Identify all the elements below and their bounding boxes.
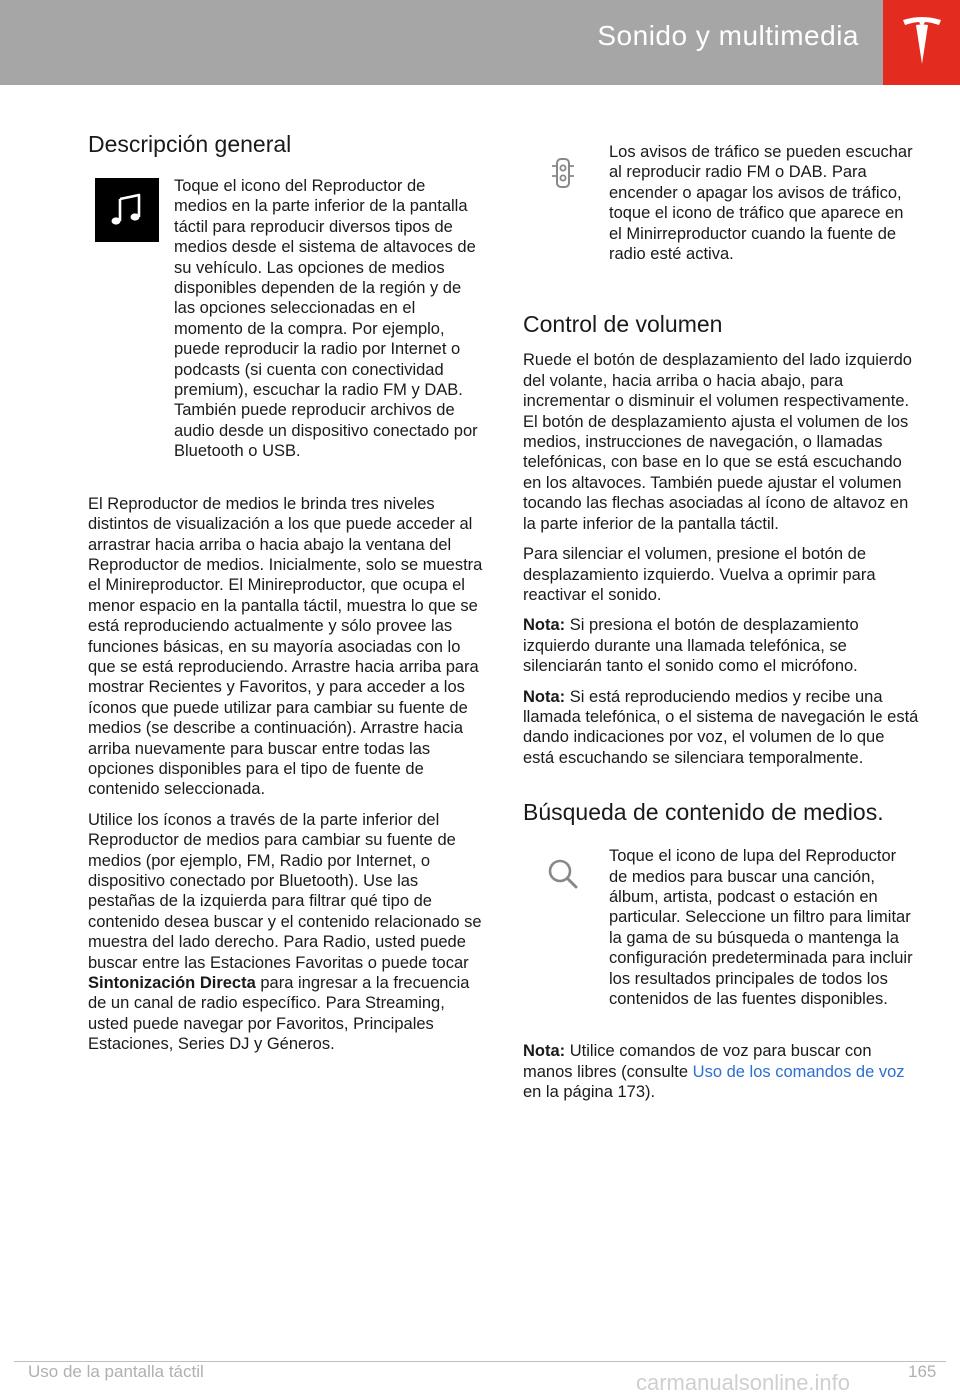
logo-box	[883, 0, 960, 85]
heading-volume-control: Control de volumen	[523, 311, 723, 338]
tesla-logo-icon	[901, 16, 943, 68]
search-description: Toque el icono de lupa del Reproductor de medios para buscar una canción, álbum, artista, podcast o estación en particular. Seleccione un filtro para limitar la gama de su búsqueda o mantenga la configuración predeterminada para incluir los resultados principales de todos los contenidos de las fuentes disponibles.	[609, 847, 913, 1008]
magnifier-icon	[545, 856, 581, 892]
note-text: Si está reproduciendo medios y recibe una llamada telefónica, o el sistema de navegación le está dando indicaciones por voz, el volumen de lo que está escuchando se silenciara temporalmente.	[523, 687, 919, 767]
note-voice-commands	[523, 1041, 919, 1102]
music-note-icon	[95, 178, 159, 242]
traffic-icon-row	[523, 142, 919, 274]
icon-cell	[523, 142, 609, 197]
paragraph-text: Utilice los íconos a través de la parte inferior del Reproductor de medios para cambiar su fuente de medios (por ejemplo, FM, Radio por Internet, o dispositivo conectado por Bluetooth). Use las pestañas de la izquierda para filtrar qué tipo de contenido desea buscar y el contenido relacionado se muestra del lado derecho. Para Radio, usted puede buscar entre las Estaciones Favoritas o puede tocar	[88, 810, 482, 972]
left-column	[88, 130, 483, 1065]
paragraph-text: para ingresar a la frecuencia de un canal de radio específico. Para Streaming, usted puede navegar por Favoritos, Principales Estaciones, Series DJ y Géneros.	[88, 974, 470, 1054]
icon-cell	[523, 846, 609, 897]
watermark: carmanualsonline.info	[636, 1370, 851, 1395]
right-column	[523, 142, 919, 1113]
note-label: Nota:	[523, 687, 566, 706]
media-player-description: Toque el icono del Reproductor de medios en la parte inferior de la pantalla táctil para reproducir diversos tipos de medios desde el sistema de altavoces de su vehículo. Las opciones de medios disponibles dependen de la región y de las opciones seleccionadas en el momento de la compra. Por ejemplo, puede reproducir la radio por Internet o podcasts (si cuenta con conectividad premium), escuchar la radio FM y DAB. También puede reproducir archivos de audio desde un dispositivo conectado por Bluetooth o USB.	[174, 177, 478, 461]
volume-paragraph-1: Ruede el botón de desplazamiento del lado izquierdo del volante, hacia arriba o hacia abajo, para incrementar o disminuir el volumen respectivamente. El botón de desplazamiento ajusta el volumen de los medios, instrucciones de navegación, o llamadas telefónicas, con base en lo que se está escuchando en los altavoces. También puede ajustar el volumen tocando las flechas asociadas al ícono de altavoz en la parte inferior de la pantalla táctil.	[523, 351, 912, 533]
note-text: en la página 173).	[523, 1083, 656, 1102]
volume-paragraph-2: Para silenciar el volumen, presione el botón de desplazamiento izquierdo. Vuelva a oprimir para reactivar el sonido.	[523, 545, 876, 604]
note-text: Utilice comandos de voz para buscar con manos libres (consulte	[523, 1042, 872, 1081]
page-header	[0, 0, 883, 85]
heading-overview: Descripción general	[88, 131, 292, 157]
note-temporary-mute	[523, 687, 919, 769]
direct-tuning-label: Sintonización Directa	[88, 974, 256, 993]
search-icon-row	[523, 846, 919, 1019]
media-icon-row	[88, 176, 483, 472]
page-number: 165	[908, 1362, 937, 1381]
note-text: Si presiona el botón de desplazamiento izquierdo durante una llamada telefónica, se silenciarán tanto el sonido como el micrófono.	[523, 616, 859, 676]
icon-cell	[88, 176, 174, 242]
note-label: Nota:	[523, 1042, 566, 1061]
traffic-announcements-text: Los avisos de tráfico se pueden escuchar al reproducir radio FM o DAB. Para encender o apagar los avisos de tráfico, toque el icono de tráfico que aparece en el Minirreproductor cuando la fuente de radio esté activa.	[609, 143, 913, 264]
footer-section: Uso de la pantalla táctil	[28, 1362, 204, 1381]
viewing-levels-paragraph: El Reproductor de medios le brinda tres niveles distintos de visualización a los que puede acceder al arrastrar hacia arriba o hacia abajo la ventana del Reproductor de medios. Inicialmente, solo se muestra el Minireproductor. El Minireproductor, que ocupa el menor espacio en la pantalla táctil, muestra lo que se está reproduciendo actualmente y sólo provee las funciones básicas, en su mayoría asociadas con lo que se está reproduciendo. Arrastre hacia arriba para mostrar Recientes y Favoritos, y para acceder a los íconos que puede utilizar para cambiar su fuente de medios (se describe a continuación). Arrastre hacia arriba nuevamente para buscar entre todas las opciones disponibles para el tipo de fuente de contenido seleccionada.	[88, 494, 483, 799]
heading-media-search: Búsqueda de contenido de medios.	[523, 799, 884, 826]
traffic-light-icon	[549, 156, 577, 192]
section-title: Sonido y multimedia	[597, 20, 859, 51]
note-label: Nota:	[523, 616, 566, 635]
voice-commands-link[interactable]: Uso de los comandos de voz	[692, 1062, 905, 1081]
media-source-paragraph	[88, 810, 483, 1055]
note-mute-call	[523, 615, 919, 676]
